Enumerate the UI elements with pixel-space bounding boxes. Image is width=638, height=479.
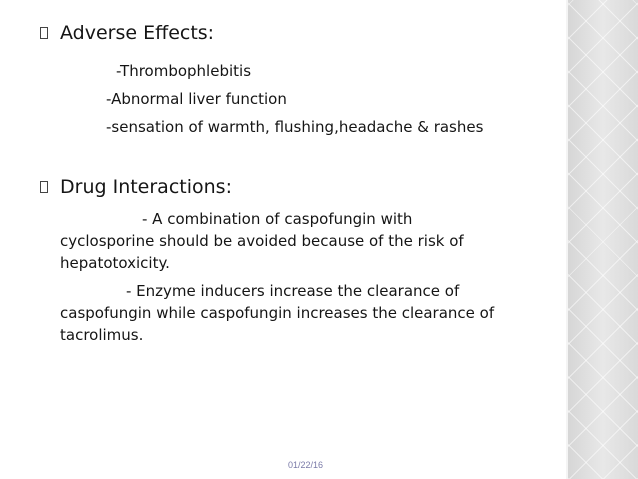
interaction-para1-line3: hepatotoxicity.: [60, 254, 170, 272]
adverse-item-thrombophlebitis: -Thrombophlebitis: [116, 62, 252, 80]
adverse-effects-heading: Adverse Effects:: [60, 22, 215, 44]
interaction-para2-line2: caspofungin while caspofungin increases the clearance of: [60, 304, 495, 322]
decorative-side-panel: [568, 0, 638, 479]
adverse-item-liver: -Abnormal liver function: [106, 90, 287, 108]
drug-interactions-heading: Drug Interactions:: [60, 176, 232, 198]
interaction-para2-line1: - Enzyme inducers increase the clearance of: [126, 282, 460, 300]
interaction-para1-line2: cyclosporine should be avoided because of the risk of: [60, 232, 464, 250]
slide-date: 01/22/16: [288, 460, 324, 470]
interaction-para2-line3: tacrolimus.: [60, 326, 144, 344]
bullet-box-icon: [40, 181, 48, 193]
bullet-box-icon: [40, 27, 48, 39]
adverse-item-warmth: -sensation of warmth, flushing,headache & rashes: [106, 118, 484, 136]
interaction-para1-line1: - A combination of caspofungin with: [142, 210, 413, 228]
